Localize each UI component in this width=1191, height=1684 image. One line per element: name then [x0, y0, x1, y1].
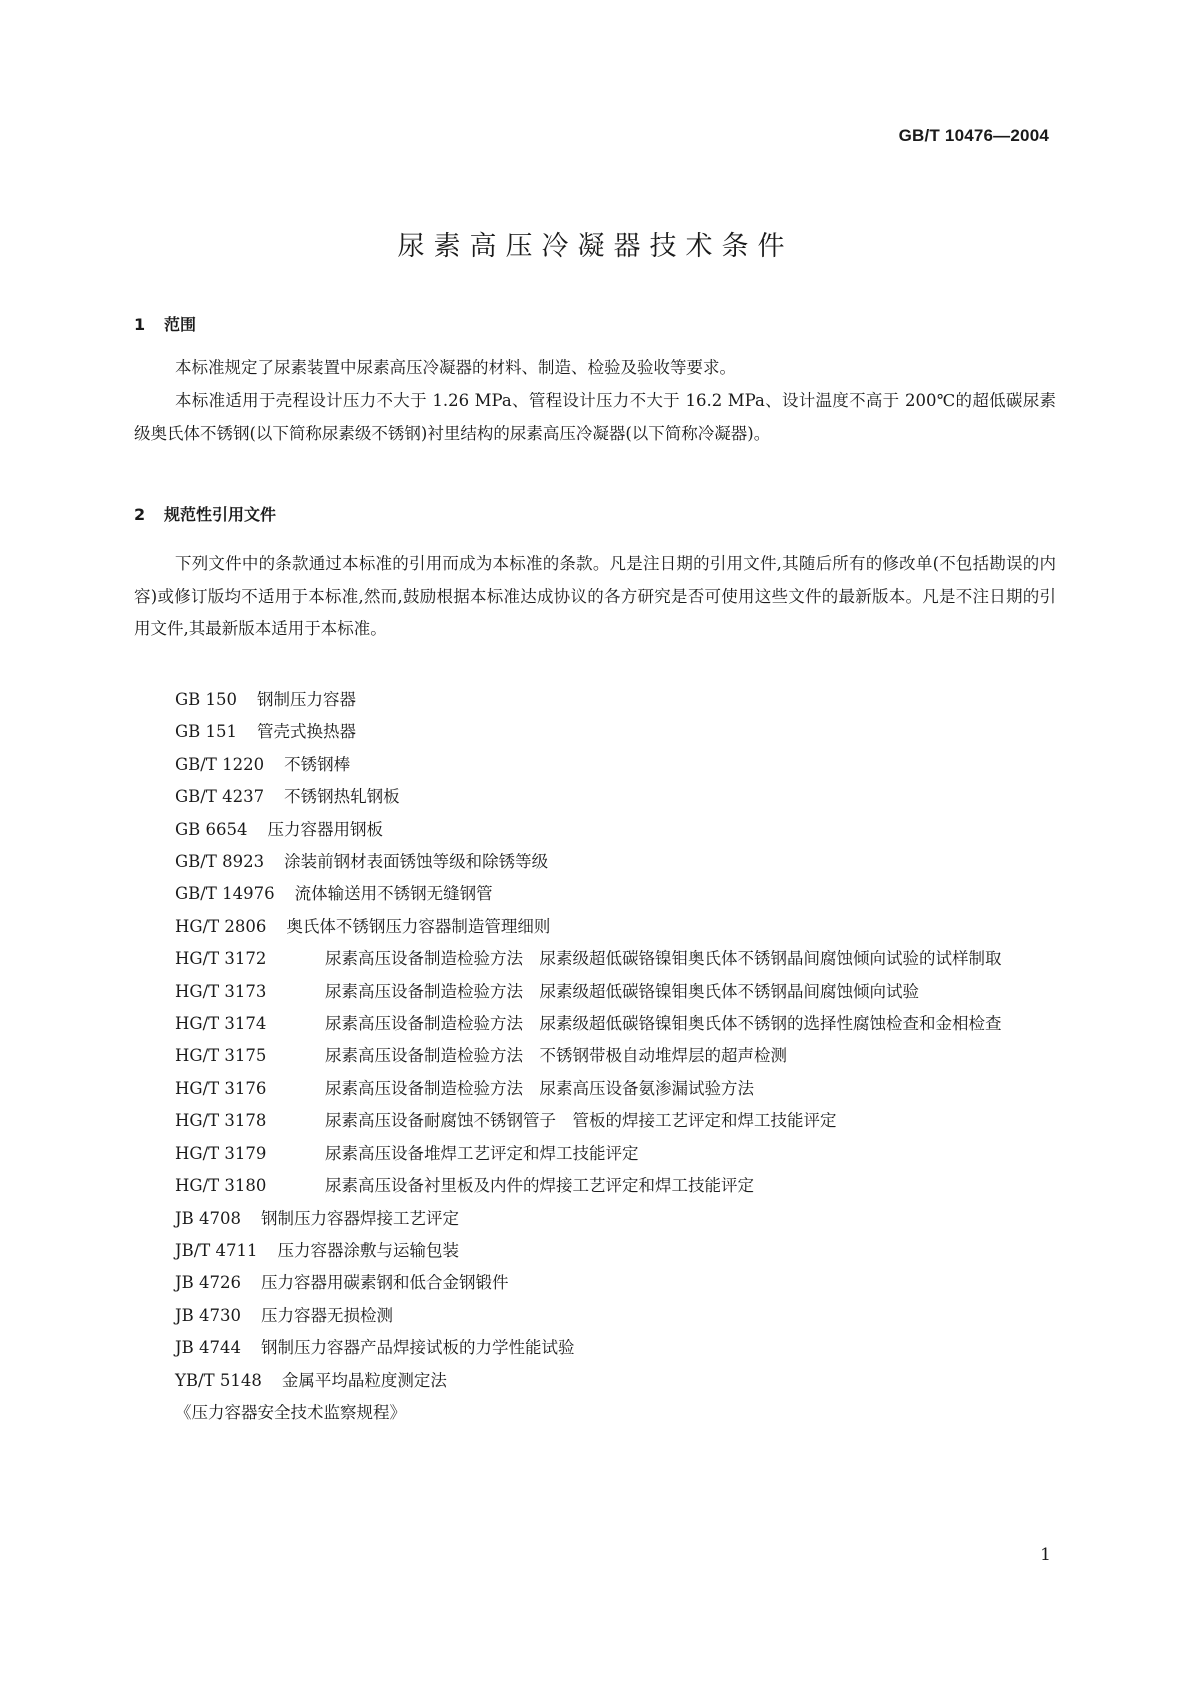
reference-code: JB 4744 — [175, 1338, 241, 1358]
reference-code: HG/T 3173 — [175, 981, 267, 1001]
reference-code: HG/T 3178 — [175, 1111, 267, 1131]
reference-title: 钢制压力容器 — [257, 690, 357, 709]
reference-item — [175, 814, 1056, 846]
reference-code: HG/T 2806 — [175, 916, 267, 936]
reference-item — [175, 1073, 1056, 1105]
reference-code: HG/T 3179 — [175, 1143, 267, 1163]
reference-item — [175, 1008, 1056, 1040]
reference-item — [175, 1235, 1056, 1267]
reference-item — [175, 1332, 1056, 1364]
reference-item — [175, 1267, 1056, 1299]
section-2-heading — [134, 504, 276, 526]
reference-item — [175, 1365, 1056, 1397]
reference-title: 管壳式换热器 — [257, 722, 357, 742]
reference-item — [175, 716, 1056, 748]
reference-title: 尿素高压设备衬里板及内件的焊接工艺评定和焊工技能评定 — [325, 1176, 754, 1196]
reference-title: 压力容器用钢板 — [267, 819, 384, 839]
reference-code: GB/T 1220 — [175, 754, 265, 774]
reference-code: GB 151 — [175, 722, 238, 742]
reference-title: 尿素高压设备堆焊工艺评定和焊工技能评定 — [325, 1143, 639, 1163]
section-number: 2 — [134, 505, 146, 524]
reference-title: 金属平均晶粒度测定法 — [281, 1370, 447, 1390]
reference-code: HG/T 3174 — [175, 1014, 267, 1034]
reference-code: JB/T 4711 — [175, 1240, 258, 1260]
reference-code: GB/T 4237 — [175, 787, 265, 807]
reference-title: 尿素高压设备制造检验方法 不锈钢带极自动堆焊层的超声检测 — [325, 1046, 787, 1066]
reference-code: GB/T 14976 — [175, 884, 275, 904]
paragraph: 本标准规定了尿素装置中尿素高压冷凝器的材料、制造、检验及验收等要求。 — [175, 358, 736, 377]
page-number: 1 — [1040, 1545, 1051, 1565]
reference-code: YB/T 5148 — [175, 1370, 262, 1390]
reference-title: 不锈钢棒 — [284, 754, 351, 774]
section-title: 规范性引用文件 — [164, 505, 277, 524]
reference-item — [175, 781, 1056, 813]
reference-item — [175, 1300, 1056, 1332]
reference-item — [175, 911, 1056, 943]
reference-title: 尿素高压设备制造检验方法 尿素高压设备氨渗漏试验方法 — [325, 1078, 754, 1098]
reference-item — [175, 846, 1056, 878]
reference-title: 《压力容器安全技术监察规程》 — [175, 1402, 406, 1422]
reference-item — [175, 976, 1056, 1008]
reference-code: JB 4708 — [175, 1208, 241, 1228]
reference-title: 尿素高压设备耐腐蚀不锈钢管子 管板的焊接工艺评定和焊工技能评定 — [325, 1111, 837, 1131]
section-title: 范围 — [164, 315, 197, 334]
reference-title: 不锈钢热轧钢板 — [284, 787, 400, 807]
paragraph: 下列文件中的条款通过本标准的引用而成为本标准的条款。凡是注日期的引用文件,其随后所有的修改单(不包括勘误的内容)或修订版均不适用于本标准,然而,鼓励根据本标准达成协议的各方研究是否可使用这些文件的最新版本。凡是不注日期的引用文件,其最新版本适用于本标准。 — [134, 554, 1056, 638]
reference-title: 钢制压力容器产品焊接试板的力学性能试验 — [260, 1338, 575, 1358]
reference-code: JB 4726 — [175, 1273, 241, 1293]
reference-item — [175, 943, 1056, 975]
document-title: 尿素高压冷凝器技术条件 — [397, 231, 794, 262]
reference-code: HG/T 3175 — [175, 1046, 267, 1066]
reference-item — [175, 1397, 1056, 1429]
reference-title: 压力容器无损检测 — [260, 1305, 393, 1325]
reference-title: 压力容器用碳素钢和低合金钢锻件 — [260, 1273, 509, 1293]
standard-code-header: GB/T 10476—2004 — [898, 126, 1049, 145]
reference-title: 尿素高压设备制造检验方法 尿素级超低碳铬镍钼奥氏体不锈钢的选择性腐蚀检查和金相检查 — [325, 1014, 1002, 1034]
reference-code: GB 6654 — [175, 819, 248, 839]
reference-code: JB 4730 — [175, 1305, 241, 1325]
reference-title: 钢制压力容器焊接工艺评定 — [260, 1208, 459, 1228]
reference-title: 流体输送用不锈钢无缝钢管 — [294, 884, 493, 904]
paragraph: 本标准适用于壳程设计压力不大于 1.26 MPa、管程设计压力不大于 16.2 MPa、设计温度不高于 200℃的超低碳尿素级奥氏体不锈钢(以下简称尿素级不锈钢)衬里结构的尿素高压冷凝器(以下简称冷凝器)。 — [134, 391, 1056, 443]
reference-item — [175, 749, 1056, 781]
reference-item — [175, 1170, 1056, 1202]
reference-title: 涂装前钢材表面锈蚀等级和除锈等级 — [284, 852, 549, 872]
normative-references-list — [175, 684, 1056, 1429]
reference-code: HG/T 3176 — [175, 1078, 267, 1098]
reference-item — [175, 1138, 1056, 1170]
reference-title: 尿素高压设备制造检验方法 尿素级超低碳铬镍钼奥氏体不锈钢晶间腐蚀倾向试验 — [325, 981, 919, 1001]
reference-item — [175, 1105, 1056, 1137]
reference-code: HG/T 3172 — [175, 949, 267, 969]
reference-item — [175, 684, 1056, 716]
reference-item — [175, 878, 1056, 910]
reference-code: GB 150 — [175, 690, 238, 709]
reference-item — [175, 1203, 1056, 1235]
reference-item — [175, 1040, 1056, 1072]
reference-code: GB/T 8923 — [175, 852, 265, 872]
section-1-heading — [134, 314, 196, 336]
reference-code: HG/T 3180 — [175, 1176, 267, 1196]
reference-title: 尿素高压设备制造检验方法 尿素级超低碳铬镍钼奥氏体不锈钢晶间腐蚀倾向试验的试样制取 — [325, 949, 1002, 969]
reference-title: 压力容器涂敷与运输包装 — [277, 1240, 460, 1260]
reference-title: 奥氏体不锈钢压力容器制造管理细则 — [286, 916, 551, 936]
section-number: 1 — [134, 315, 146, 334]
